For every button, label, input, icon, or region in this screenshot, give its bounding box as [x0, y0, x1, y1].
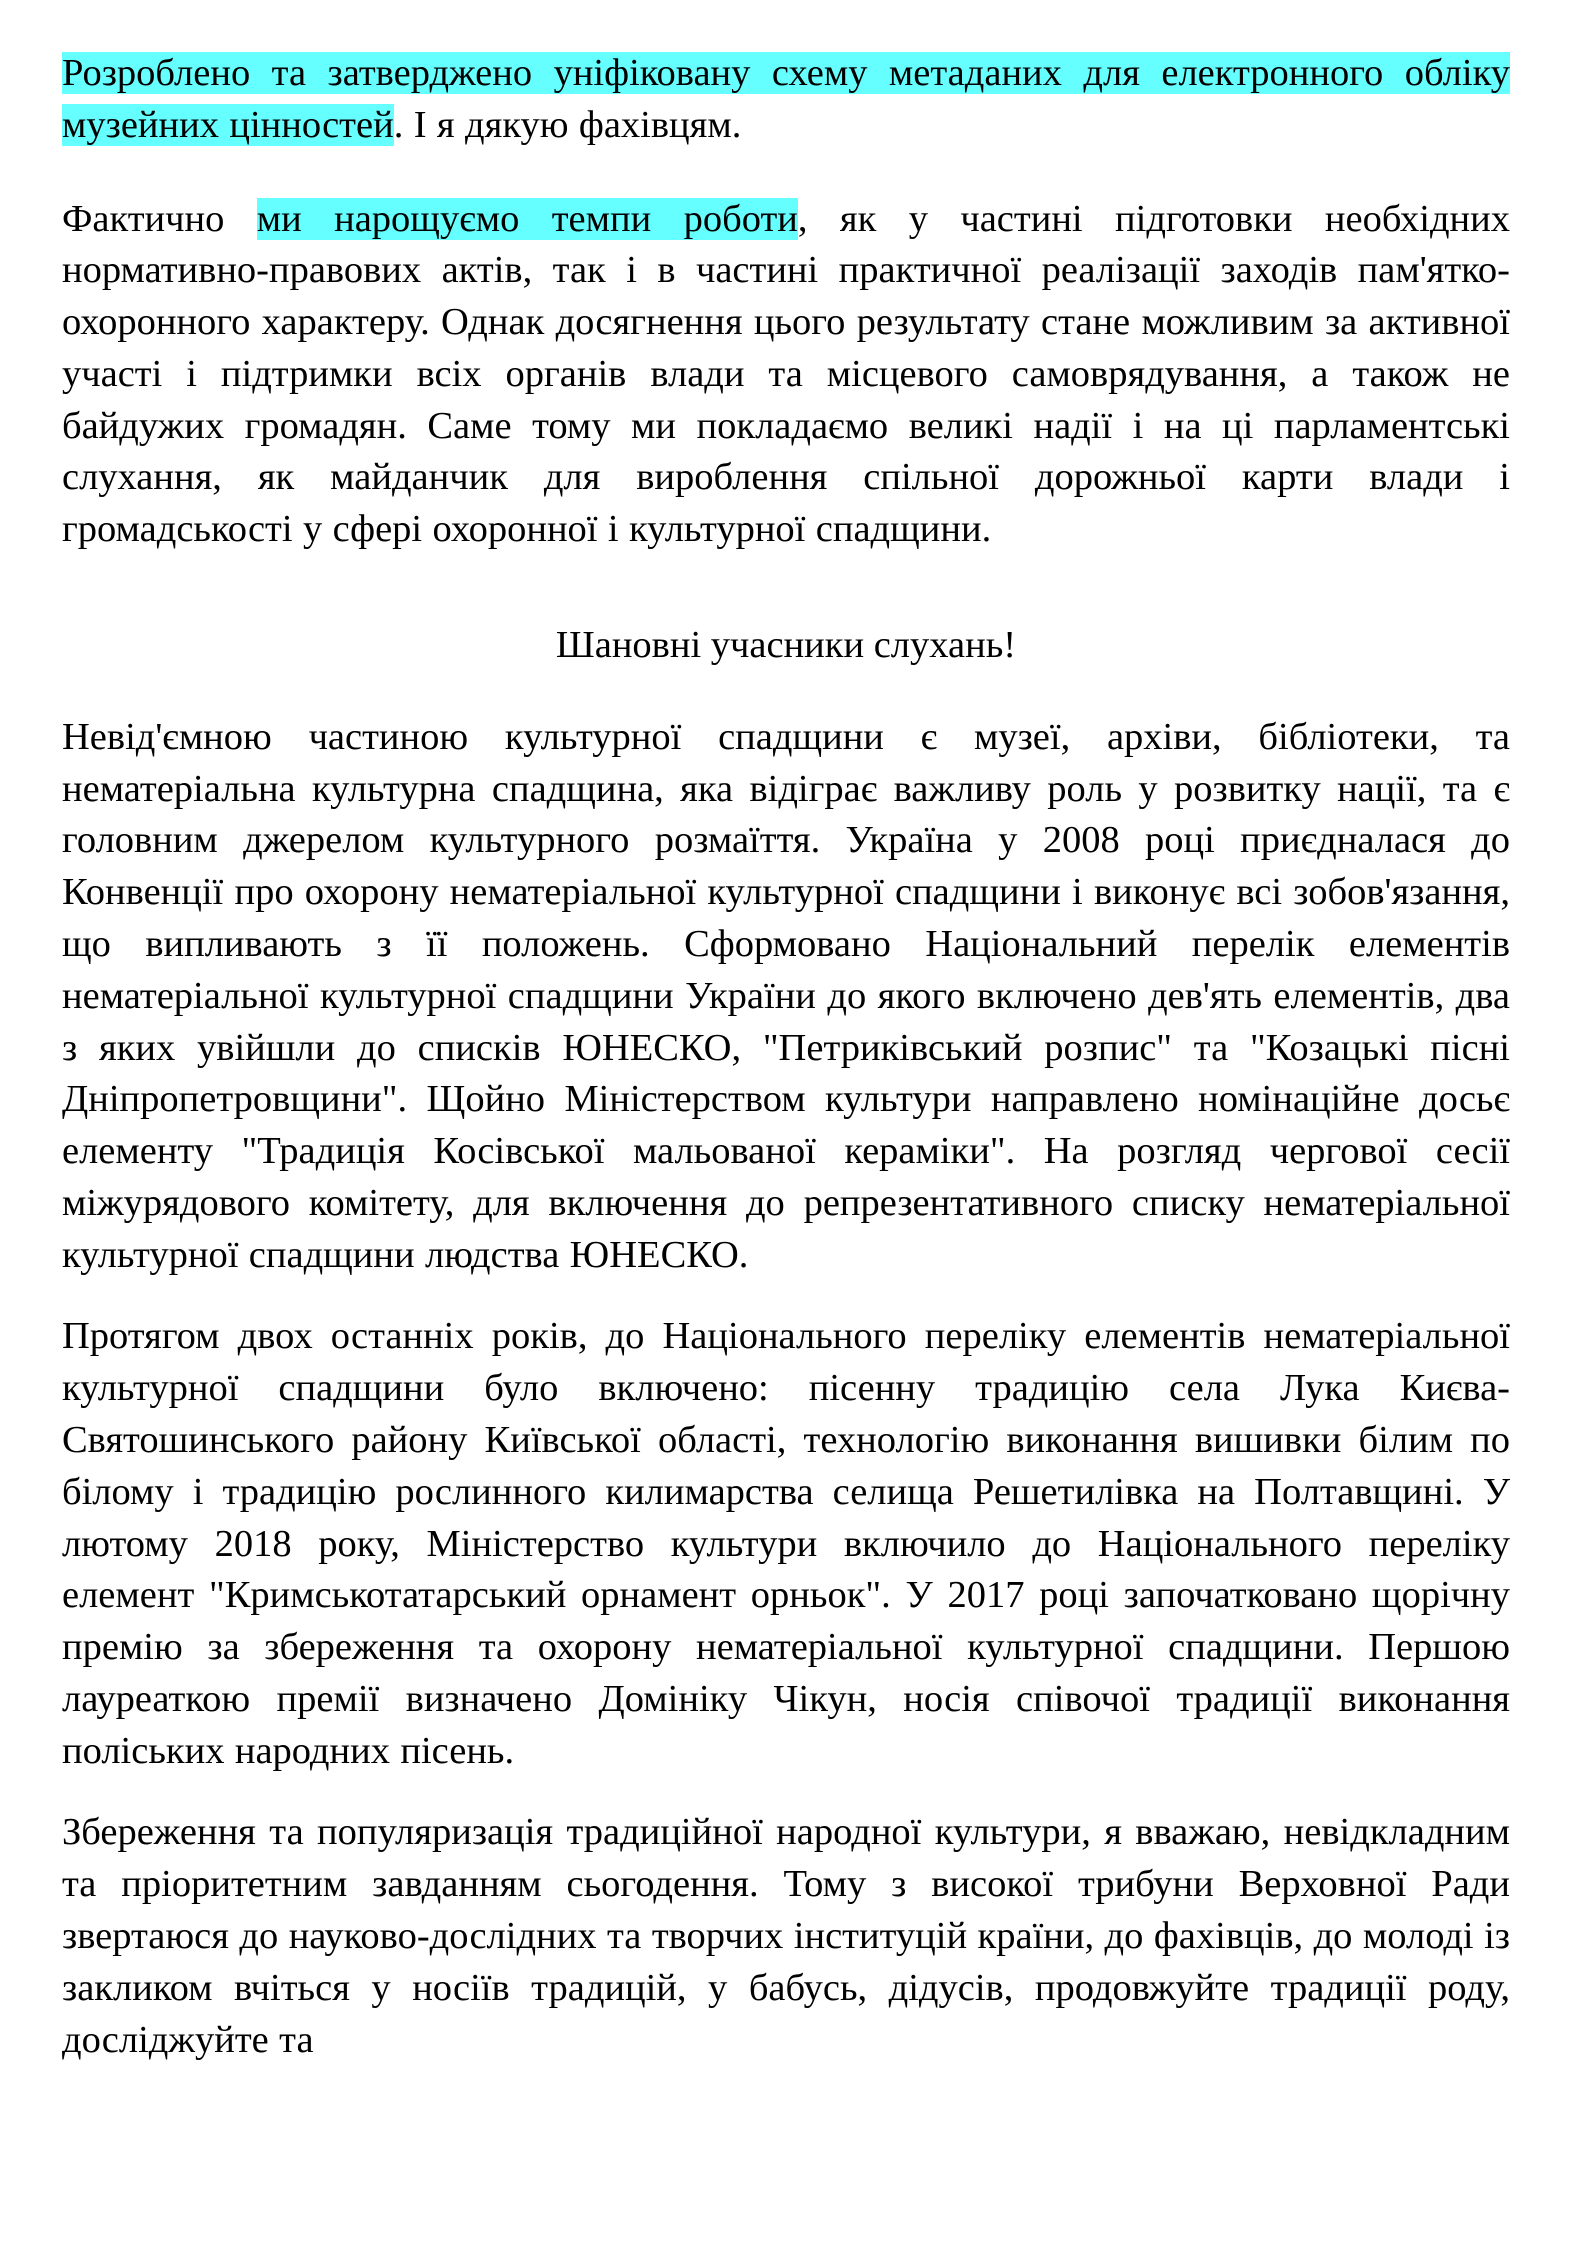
- document-body: [62, 48, 1510, 2066]
- paragraph-1: [62, 48, 1510, 152]
- center-heading: Шановні учасники слухань!: [555, 624, 1017, 667]
- paragraph-5: Збереження та популяризація традиційної народної культури, я вважаю, невідкладним та пріоритетним завданням сьогодення. Тому з високої трибуни Верховної Ради звертаюся до науково-дослідних та творчих інституцій країни, до фахівців, до молоді із закликом вчіться у носіїв традицій, у бабусь, дідусів, продовжуйте традиції роду, досліджуйте та: [62, 1811, 1510, 2061]
- paragraph-2-lead: Фактично: [62, 197, 257, 240]
- paragraph-3: Невід'ємною частиною культурної спадщини є музеї, архіви, бібліотеки, та нематеріальна культурна спадщина, яка відіграє важливу роль у розвитку нації, та є головним джерелом культурного розмаїття. Україна у 2008 році приєдналася до Конвенції про охорону нематеріальної культурної спадщини і виконує всі зобов'язання, що випливають з її положень. Сформовано Національний перелік елементів нематеріальної культурної спадщини України до якого включено дев'ять елементів, два з яких увійшли до списків ЮНЕСКО, "Петриківський розпис" та "Козацькі пісні Дніпропетровщини". Щойно Міністерством культури направлено номінаційне досьє елементу "Традиція Косівської мальованої кераміки". На розгляд чергової сесії міжурядового комітету, для включення до репрезентативного списку нематеріальної культурної спадщини людства ЮНЕСКО.: [62, 715, 1510, 1276]
- spacer-after-heading: [62, 702, 1510, 712]
- paragraph-1-tail: . І я дякую фахівцям.: [393, 103, 742, 146]
- paragraph-2: [62, 194, 1510, 556]
- paragraph-4: Протягом двох останніх років, до Національного переліку елементів нематеріальної культурної спадщини було включено: пісенну традицію села Лука Києва-Святошинського району Київської області, технологію виконання вишивки білим по білому і традицію рослинного килимарства селища Решетилівка на Полтавщині. У лютому 2018 року, Міністерство культури включило до Національного переліку елемент "Кримськотатарський орнамент орньок". У 2017 році започатковано щорічну премію за збереження та охорону нематеріальної культурної спадщини. Першою лауреаткою премії визначено Домініку Чікун, носія співочої традиції виконання поліських народних пісень.: [62, 1315, 1510, 1772]
- highlighted-text-1: Розроблено та затверджено уніфіковану схему метаданих для електронного обліку музейних цінностей: [62, 52, 1510, 146]
- highlighted-text-2: ми нарощуємо темпи роботи: [256, 197, 798, 240]
- paragraph-2-tail: , як у частині підготовки необхідних нормативно-правових актів, так і в частині практичної реалізації заходів пам'ятко-охоронного характеру. Однак досягнення цього результату стане можливим за активної участі і підтримки всіх органів влади та місцевого самоврядування, а також не байдужих громадян. Саме тому ми покладаємо великі надії і на ці парламентські слухання, як майданчик для вироблення спільної дорожньої карти влади і громадськості у сфері охоронної і культурної спадщини.: [62, 197, 1510, 551]
- spacer-before-heading: [62, 586, 1510, 620]
